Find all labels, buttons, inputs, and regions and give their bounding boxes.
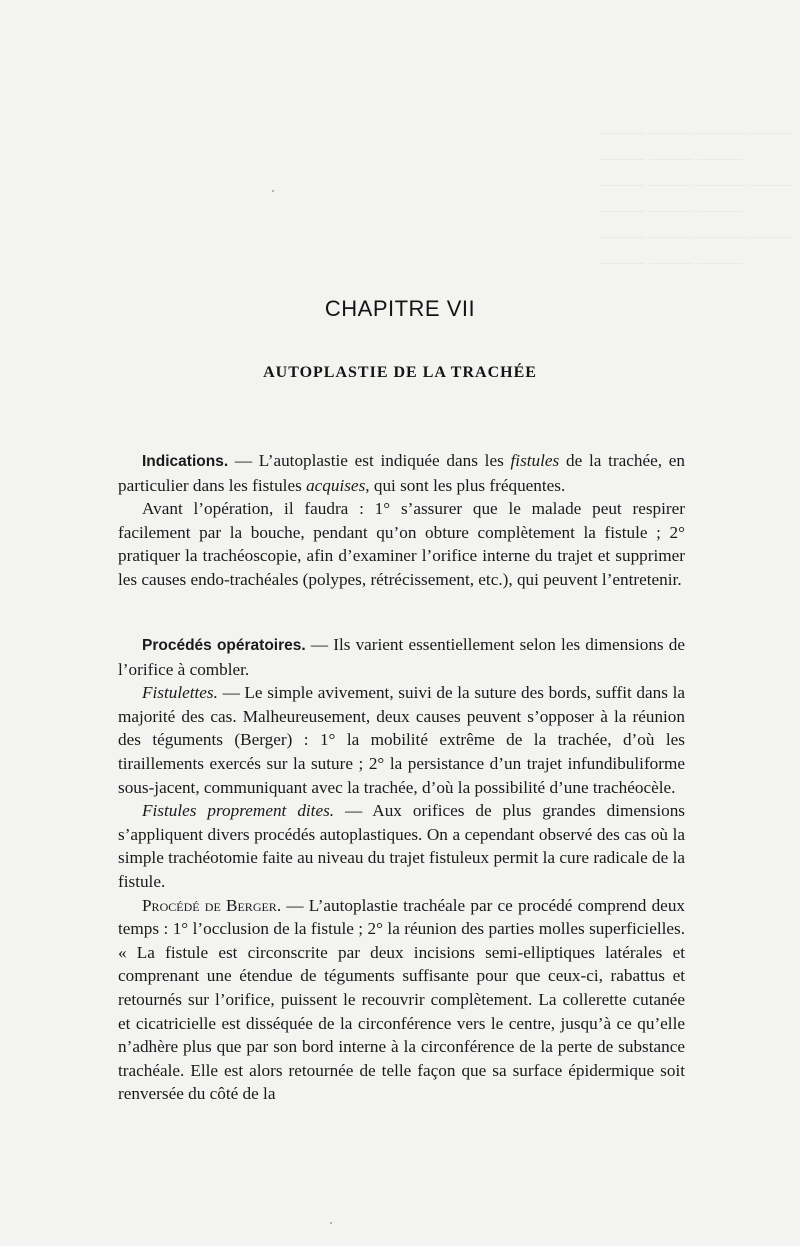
berger-paragraph — [118, 894, 685, 1106]
preop-paragraph: Avant l’opération, il faudra : 1° s’assurer que le malade peut respirer facilement par la bouche, pendant qu’on obture complètement la fistule ; 2° pratiquer la trachéoscopie, afin d’examiner l’orifice interne du trajet et supprimer les causes endo-trachéales (polypes, rétrécissement, etc.), qui peuvent l’entretenir. — [118, 499, 685, 589]
fistules-text: — Aux orifices de plus grandes dimensions s’appliquent divers procédés autoplastiques. On a cependant observé des cas où la simple trachéotomie faite au niveau du trajet fistuleux permit la cure radicale de la fistule. — [118, 801, 685, 891]
fistulettes-heading: Fistulettes. — [142, 683, 218, 703]
indications-text-c: , qui sont les plus fréquentes. — [365, 475, 566, 495]
procedes-lead: Procédés opératoires. — [142, 637, 306, 654]
berger-text: — L’autoplastie trachéale par ce procédé comprend deux temps : 1° l’occlusion de la fistule ; 2° la réunion des parties molles superficielles. « La fistule est circonscrite par deux incisions semi-elliptiques latérales et comprenant une étendue de téguments suffisante pour que ceux-ci, rabattus et retournés sur l’orifice, puissent le recouvrir complètement. La collerette cutanée et cicatricielle est disséquée de la circonférence vers le centre, jusqu’à ce qu’elle n’adhère plus que par son bord interne à la circonférence de la perte de substance trachéale. Elle est alors retournée de telle façon que sa surface épidermique soit renversée du côté de la — [118, 895, 686, 1104]
berger-heading: Procédé de Berger. — [142, 895, 282, 915]
fistules-heading: Fistules proprement dites. — [142, 801, 335, 821]
scan-speck — [318, 812, 320, 814]
indications-lead: Indications. — [142, 453, 229, 470]
fistulettes-paragraph — [118, 681, 685, 799]
procedes-intro: — Ils varient essentiellement selon les dimensions de l’orifice à combler. — [118, 635, 685, 679]
indications-text-a: — L’autoplastie est indiquée dans les — [228, 451, 511, 470]
indications-text-b: de la trachée, en particulier dans les fistules — [118, 451, 685, 495]
indications-section — [118, 449, 685, 592]
fistulettes-text: — Le simple avivement, suivi de la suture des bords, suffit dans la majorité des cas. Malheureusement, deux causes peuvent s’opposer à la réunion des téguments (Berger) : 1° la mobilité extrême de la trachée, d’où les tiraillements exercés sur la suture ; 2° la persistance d’un trajet infundibuliforme sous-jacent, communiquant avec la trachée, d’où la possibilité d’une trachéocèle. — [118, 683, 685, 797]
procedes-section — [118, 633, 685, 1106]
indications-em-acquises: acquises — [306, 475, 366, 495]
scan-speck — [272, 190, 274, 192]
indications-em-fistules: fistules — [510, 451, 560, 470]
section-title: AUTOPLASTIE DE LA TRACHÉE — [263, 364, 537, 381]
fistules-paragraph — [118, 799, 685, 893]
show-through-ghost-text: ——— ——— ——— ——— ——— ——— ——— ——— ——— ——— ——— ——— ——— ——— ——— ——— ——— ——— ——— ——— ——— — [600, 125, 792, 271]
chapter-title: CHAPITRE VII — [324, 296, 476, 321]
indications-paragraph — [118, 449, 685, 497]
procedes-paragraph — [118, 633, 685, 681]
scan-speck — [330, 1222, 332, 1224]
